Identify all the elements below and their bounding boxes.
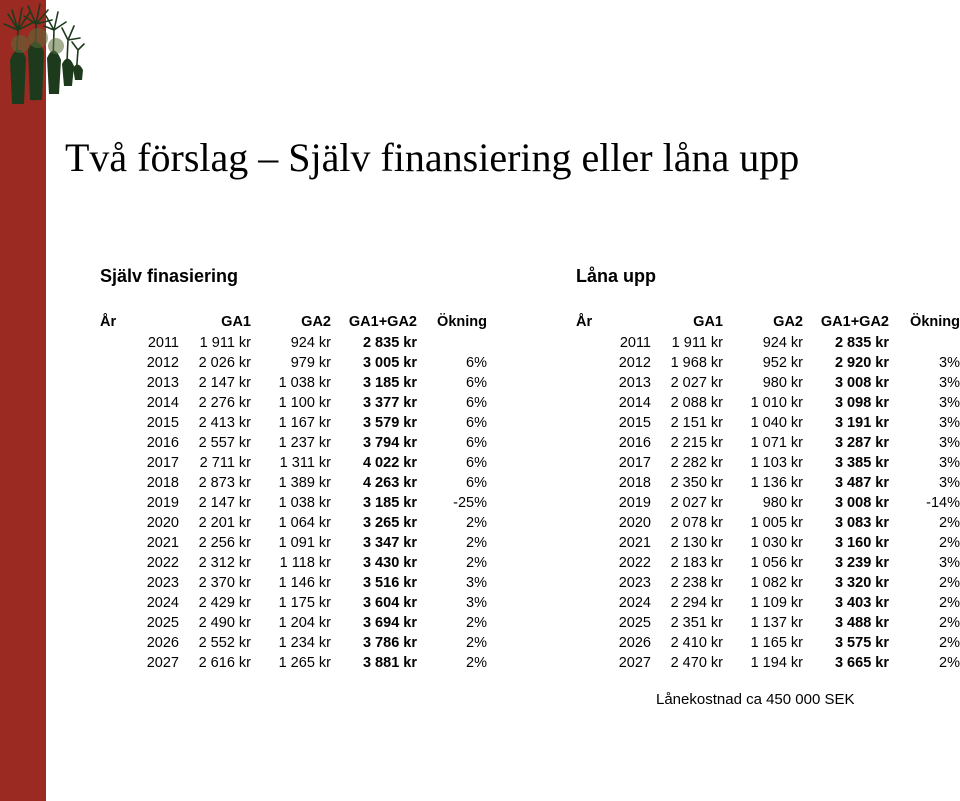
increase-cell: 6% [466, 455, 487, 471]
year-cell: 2018 [618, 475, 651, 491]
increase-cell: 2% [939, 635, 960, 651]
year-cell: 2017 [146, 455, 179, 471]
table-row [576, 353, 960, 373]
total-cell: 3 786 kr [362, 635, 417, 651]
increase-cell: 2% [939, 535, 960, 551]
ga2-cell: 924 kr [762, 335, 803, 351]
year-cell: 2021 [618, 535, 651, 551]
total-cell: 4 022 kr [362, 455, 417, 471]
increase-cell: 2% [939, 515, 960, 531]
ga2-cell: 1 167 kr [278, 415, 331, 431]
increase-cell: 3% [939, 395, 960, 411]
increase-cell: 2% [466, 655, 487, 671]
ga2-cell: 1 234 kr [278, 635, 331, 651]
increase-cell: 6% [466, 475, 487, 491]
increase-cell: 2% [939, 595, 960, 611]
tree-logo [0, 0, 90, 110]
ga1-cell: 2 027 kr [670, 495, 723, 511]
total-cell: 3 430 kr [362, 555, 417, 571]
ga1-cell: 2 276 kr [198, 395, 251, 411]
ga1-cell: 1 911 kr [671, 335, 723, 351]
ga1-cell: 2 130 kr [670, 535, 723, 551]
year-cell: 2025 [146, 615, 179, 631]
ga1-cell: 2 490 kr [198, 615, 251, 631]
year-cell: 2023 [618, 575, 651, 591]
increase-cell: -25% [453, 495, 487, 511]
ga2-cell: 1 204 kr [278, 615, 331, 631]
ga1-cell: 2 183 kr [670, 555, 723, 571]
total-cell: 3 347 kr [362, 535, 417, 551]
ga1-cell: 2 078 kr [670, 515, 723, 531]
self-financing-heading: Själv finasiering [100, 266, 239, 286]
ga2-cell: 1 064 kr [278, 515, 331, 531]
ga1-cell: 2 616 kr [198, 655, 251, 671]
ga2-cell: 1 005 kr [750, 515, 803, 531]
ga2-cell: 1 103 kr [750, 455, 803, 471]
total-cell: 3 694 kr [362, 615, 417, 631]
increase-cell: 2% [466, 515, 487, 531]
total-cell: 3 265 kr [362, 515, 417, 531]
total-cell: 3 385 kr [834, 455, 889, 471]
table-row [100, 413, 487, 433]
total-cell: 3 185 kr [362, 495, 417, 511]
increase-cell: 3% [939, 555, 960, 571]
table-row [576, 633, 960, 653]
ga1-cell: 2 351 kr [670, 615, 723, 631]
slide-side-bar [0, 0, 46, 801]
increase-cell: 3% [939, 355, 960, 371]
increase-cell: 6% [466, 395, 487, 411]
table-row [100, 613, 487, 633]
year-cell: 2026 [618, 635, 651, 651]
table-row [576, 533, 960, 553]
column-header-total: GA1+GA2 [348, 314, 417, 330]
column-header-increase: Ökning [910, 314, 960, 330]
column-header-ga1: GA1 [221, 314, 251, 330]
table-row [100, 453, 487, 473]
total-cell: 2 920 kr [834, 355, 889, 371]
total-cell: 3 160 kr [834, 535, 889, 551]
increase-cell: 2% [466, 615, 487, 631]
ga2-cell: 1 091 kr [278, 535, 331, 551]
ga2-cell: 1 038 kr [278, 495, 331, 511]
year-cell: 2023 [146, 575, 179, 591]
ga1-cell: 2 088 kr [670, 395, 723, 411]
ga1-cell: 2 711 kr [199, 455, 251, 471]
table-row [100, 513, 487, 533]
ga2-cell: 1 109 kr [750, 595, 803, 611]
increase-cell: 3% [939, 455, 960, 471]
increase-cell: 6% [466, 435, 487, 451]
increase-cell: 3% [939, 475, 960, 491]
increase-cell: 2% [939, 655, 960, 671]
table-row [100, 353, 487, 373]
ga1-cell: 1 911 kr [199, 335, 251, 351]
total-cell: 4 263 kr [362, 475, 417, 491]
ga1-cell: 2 215 kr [670, 435, 723, 451]
ga1-cell: 2 294 kr [670, 595, 723, 611]
table-row [100, 593, 487, 613]
total-cell: 3 516 kr [362, 575, 417, 591]
ga2-cell: 1 010 kr [750, 395, 803, 411]
ga2-cell: 980 kr [762, 495, 803, 511]
year-cell: 2024 [146, 595, 179, 611]
ga1-cell: 2 201 kr [198, 515, 251, 531]
table-row [100, 473, 487, 493]
table-body [576, 333, 960, 673]
column-header-year: År [576, 314, 593, 330]
ga1-cell: 2 370 kr [198, 575, 251, 591]
year-cell: 2018 [146, 475, 179, 491]
year-cell: 2014 [146, 395, 179, 411]
increase-cell: 3% [939, 435, 960, 451]
table-row [576, 393, 960, 413]
ga1-cell: 2 282 kr [670, 455, 723, 471]
year-cell: 2019 [618, 495, 651, 511]
ga1-cell: 2 238 kr [670, 575, 723, 591]
ga1-cell: 2 147 kr [198, 375, 251, 391]
year-cell: 2021 [146, 535, 179, 551]
total-cell: 3 008 kr [834, 495, 889, 511]
ga1-cell: 2 147 kr [198, 495, 251, 511]
year-cell: 2013 [618, 375, 651, 391]
ga2-cell: 1 056 kr [750, 555, 803, 571]
ga1-cell: 2 413 kr [198, 415, 251, 431]
year-cell: 2012 [618, 355, 651, 371]
ga2-cell: 1 194 kr [750, 655, 803, 671]
ga2-cell: 1 136 kr [750, 475, 803, 491]
ga1-cell: 2 350 kr [670, 475, 723, 491]
increase-cell: 3% [939, 415, 960, 431]
year-cell: 2011 [147, 335, 179, 351]
year-cell: 2026 [146, 635, 179, 651]
ga2-cell: 1 100 kr [278, 395, 331, 411]
table-row [100, 493, 487, 513]
increase-cell: 3% [466, 595, 487, 611]
total-cell: 3 008 kr [834, 375, 889, 391]
total-cell: 3 287 kr [834, 435, 889, 451]
total-cell: 3 098 kr [834, 395, 889, 411]
table-row [576, 593, 960, 613]
table-row [576, 653, 960, 673]
ga1-cell: 2 027 kr [670, 375, 723, 391]
ga2-cell: 1 038 kr [278, 375, 331, 391]
table-row [576, 493, 960, 513]
table-row [576, 613, 960, 633]
ga2-cell: 1 137 kr [750, 615, 803, 631]
total-cell: 3 005 kr [362, 355, 417, 371]
total-cell: 3 604 kr [362, 595, 417, 611]
total-cell: 3 665 kr [834, 655, 889, 671]
ga1-cell: 2 873 kr [198, 475, 251, 491]
ga2-cell: 1 389 kr [278, 475, 331, 491]
increase-cell: -14% [926, 495, 960, 511]
column-header-ga1: GA1 [693, 314, 723, 330]
total-cell: 3 185 kr [362, 375, 417, 391]
table-row [100, 333, 487, 353]
ga1-cell: 2 151 kr [670, 415, 723, 431]
ga2-cell: 924 kr [290, 335, 331, 351]
table-row [576, 513, 960, 533]
table-row [100, 573, 487, 593]
year-cell: 2022 [618, 555, 651, 571]
total-cell: 3 579 kr [362, 415, 417, 431]
total-cell: 3 487 kr [834, 475, 889, 491]
ga1-cell: 2 256 kr [198, 535, 251, 551]
ga1-cell: 1 968 kr [670, 355, 723, 371]
total-cell: 3 191 kr [834, 415, 889, 431]
increase-cell: 2% [466, 535, 487, 551]
ga2-cell: 1 030 kr [750, 535, 803, 551]
year-cell: 2014 [618, 395, 651, 411]
table-row [576, 553, 960, 573]
ga2-cell: 1 311 kr [279, 455, 331, 471]
ga2-cell: 979 kr [290, 355, 331, 371]
year-cell: 2024 [618, 595, 651, 611]
ga1-cell: 2 410 kr [670, 635, 723, 651]
increase-cell: 3% [466, 575, 487, 591]
increase-cell [417, 333, 487, 353]
ga2-cell: 1 237 kr [278, 435, 331, 451]
increase-cell: 3% [939, 375, 960, 391]
table-row [100, 373, 487, 393]
year-cell: 2012 [146, 355, 179, 371]
ga2-cell: 980 kr [762, 375, 803, 391]
table-row [576, 413, 960, 433]
year-cell: 2025 [618, 615, 651, 631]
year-cell: 2020 [618, 515, 651, 531]
total-cell: 3 083 kr [834, 515, 889, 531]
total-cell: 3 320 kr [834, 575, 889, 591]
ga2-cell: 952 kr [762, 355, 803, 371]
total-cell: 3 488 kr [834, 615, 889, 631]
total-cell: 3 575 kr [834, 635, 889, 651]
table-row [100, 433, 487, 453]
table-row [100, 393, 487, 413]
table-row [100, 653, 487, 673]
loan-cost-note: Lånekostnad ca 450 000 SEK [656, 691, 855, 708]
column-header-year: År [100, 314, 117, 330]
table-row [576, 473, 960, 493]
total-cell: 3 239 kr [834, 555, 889, 571]
table-row [576, 573, 960, 593]
increase-cell: 6% [466, 375, 487, 391]
table-header-row [100, 311, 487, 333]
total-cell: 2 835 kr [834, 335, 889, 351]
table-row [576, 433, 960, 453]
total-cell: 3 403 kr [834, 595, 889, 611]
ga2-cell: 1 265 kr [278, 655, 331, 671]
year-cell: 2020 [146, 515, 179, 531]
year-cell: 2016 [146, 435, 179, 451]
ga2-cell: 1 165 kr [750, 635, 803, 651]
slide-title: Två förslag – Själv finansiering eller låna upp [65, 135, 800, 180]
table-row [100, 533, 487, 553]
increase-cell: 2% [939, 575, 960, 591]
increase-cell: 2% [466, 555, 487, 571]
increase-cell: 2% [939, 615, 960, 631]
increase-cell: 6% [466, 355, 487, 371]
ga1-cell: 2 470 kr [670, 655, 723, 671]
self-financing-table [100, 311, 487, 673]
ga2-cell: 1 175 kr [278, 595, 331, 611]
loan-table [576, 311, 960, 673]
year-cell: 2015 [618, 415, 651, 431]
total-cell: 2 835 kr [362, 335, 417, 351]
ga1-cell: 2 026 kr [198, 355, 251, 371]
column-header-increase: Ökning [437, 314, 487, 330]
total-cell: 3 794 kr [362, 435, 417, 451]
ga1-cell: 2 429 kr [198, 595, 251, 611]
ga1-cell: 2 557 kr [198, 435, 251, 451]
year-cell: 2017 [618, 455, 651, 471]
table-body [100, 333, 487, 673]
increase-cell [889, 333, 960, 353]
column-header-total: GA1+GA2 [820, 314, 889, 330]
year-cell: 2022 [146, 555, 179, 571]
ga2-cell: 1 071 kr [750, 435, 803, 451]
year-cell: 2011 [619, 335, 651, 351]
ga2-cell: 1 082 kr [750, 575, 803, 591]
year-cell: 2027 [618, 655, 651, 671]
table-row [576, 333, 960, 353]
ga1-cell: 2 552 kr [198, 635, 251, 651]
year-cell: 2027 [146, 655, 179, 671]
column-header-ga2: GA2 [301, 314, 331, 330]
total-cell: 3 881 kr [362, 655, 417, 671]
year-cell: 2016 [618, 435, 651, 451]
table-row [576, 373, 960, 393]
loan-heading: Låna upp [576, 266, 656, 286]
year-cell: 2019 [146, 495, 179, 511]
ga2-cell: 1 118 kr [279, 555, 331, 571]
increase-cell: 2% [466, 635, 487, 651]
table-row [576, 453, 960, 473]
column-header-ga2: GA2 [773, 314, 803, 330]
ga1-cell: 2 312 kr [198, 555, 251, 571]
increase-cell: 6% [466, 415, 487, 431]
year-cell: 2015 [146, 415, 179, 431]
table-row [100, 633, 487, 653]
table-header-row [576, 311, 960, 333]
ga2-cell: 1 146 kr [278, 575, 331, 591]
ga2-cell: 1 040 kr [750, 415, 803, 431]
total-cell: 3 377 kr [362, 395, 417, 411]
table-row [100, 553, 487, 573]
year-cell: 2013 [146, 375, 179, 391]
